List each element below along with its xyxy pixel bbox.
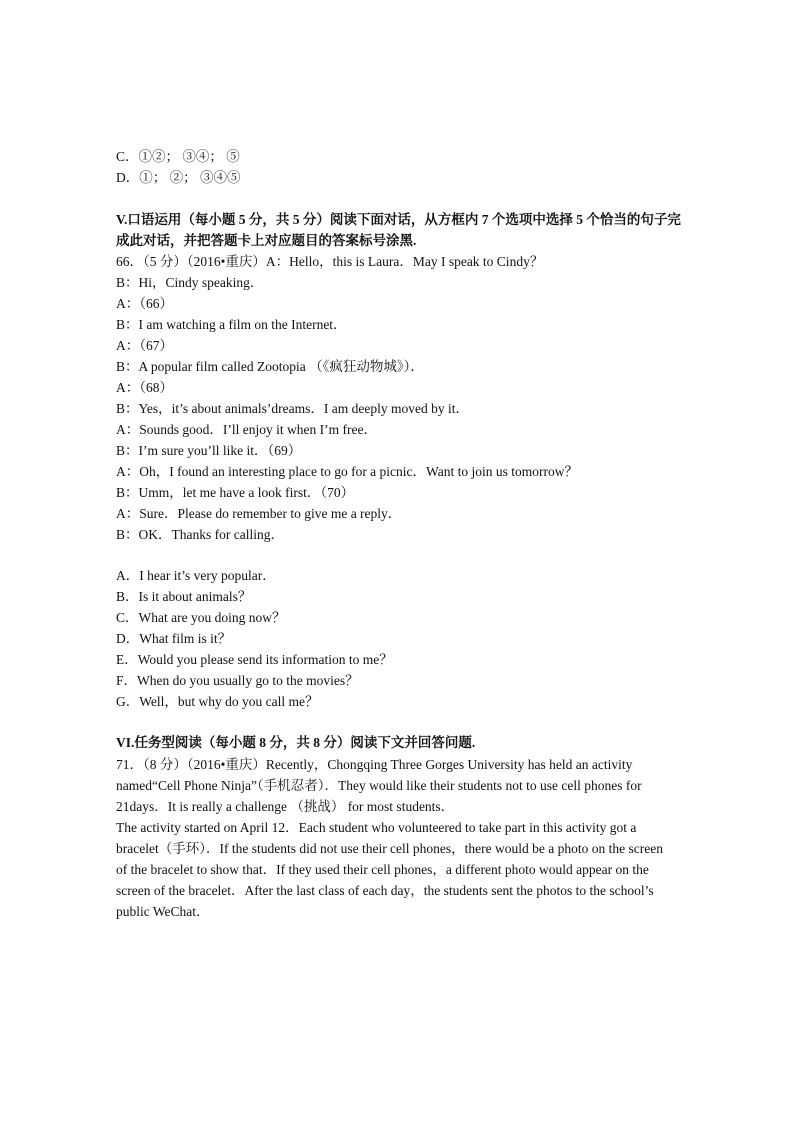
dialogue-line: B：I am watching a film on the Internet． — [116, 317, 347, 332]
option-c: C．①②； ③④； ⑤ — [116, 149, 240, 164]
dialogue-line: A：Sounds good．I’ll enjoy it when I’m free． — [116, 422, 377, 437]
question-66-stem: 66．（5 分）（2016•重庆）A：Hello，this is Laura．May I speak to Cindy？ — [116, 254, 544, 269]
section-5-heading-line1: V.口语运用（每小题 5 分，共 5 分）阅读下面对话，从方框内 7 个选项中选择 5 个恰当的句子完 — [116, 212, 681, 227]
dialogue-line: A：（68） — [116, 380, 173, 395]
dialogue-line: B：I’m sure you’ll like it．（69） — [116, 443, 302, 458]
passage-line: public WeChat． — [116, 904, 210, 919]
dialogue-line: A：（66） — [116, 296, 173, 311]
dialogue-line: A：Sure．Please do remember to give me a reply． — [116, 506, 402, 521]
passage-line: of the bracelet to show that．If they used their cell phones，a different photo would appear on the — [116, 862, 649, 877]
option-d: D．①； ②； ③④⑤ — [116, 170, 241, 185]
section-5-heading-line2: 成此对话，并把答题卡上对应题目的答案标号涂黑. — [116, 233, 417, 248]
passage-line: bracelet（手环）．If the students did not use their cell phones，there would be a photo on the screen — [116, 841, 663, 856]
choice-c: C．What are you doing now？ — [116, 610, 286, 625]
dialogue-line: B：A popular film called Zootopia （《疯狂动物城》）． — [116, 359, 424, 374]
choice-e: E．Would you please send its information to me？ — [116, 652, 393, 667]
dialogue-line: B：Hi，Cindy speaking． — [116, 275, 264, 290]
choice-f: F．When do you usually go to the movies？ — [116, 673, 359, 688]
dialogue-line: A：Oh，I found an interesting place to go for a picnic．Want to join us tomorrow？ — [116, 464, 578, 479]
dialogue-line: B：OK．Thanks for calling． — [116, 527, 284, 542]
passage-line: 21days．It is really a challenge （挑战） for most students． — [116, 799, 455, 814]
dialogue-line: B：Umm，let me have a look first．（70） — [116, 485, 355, 500]
passage-line: 71．（8 分）（2016•重庆）Recently，Chongqing Three Gorges University has held an activity — [116, 757, 633, 772]
passage-line: The activity started on April 12．Each student who volunteered to take part in this activity got a — [116, 820, 637, 835]
choice-a: A．I hear it’s very popular． — [116, 568, 276, 583]
passage-line: named“Cell Phone Ninja”（手机忍者）．They would like their students not to use cell phones for — [116, 778, 642, 793]
choice-b: B．Is it about animals？ — [116, 589, 252, 604]
choice-d: D．What film is it？ — [116, 631, 232, 646]
dialogue-line: B：Yes，it’s about animals’dreams．I am deeply moved by it． — [116, 401, 469, 416]
section-6-heading: VI.任务型阅读（每小题 8 分，共 8 分）阅读下文并回答问题. — [116, 735, 476, 750]
passage-line: screen of the bracelet．After the last class of each day，the students sent the photos to the school’s — [116, 883, 654, 898]
choice-g: G．Well，but why do you call me？ — [116, 694, 319, 709]
dialogue-line: A：（67） — [116, 338, 173, 353]
